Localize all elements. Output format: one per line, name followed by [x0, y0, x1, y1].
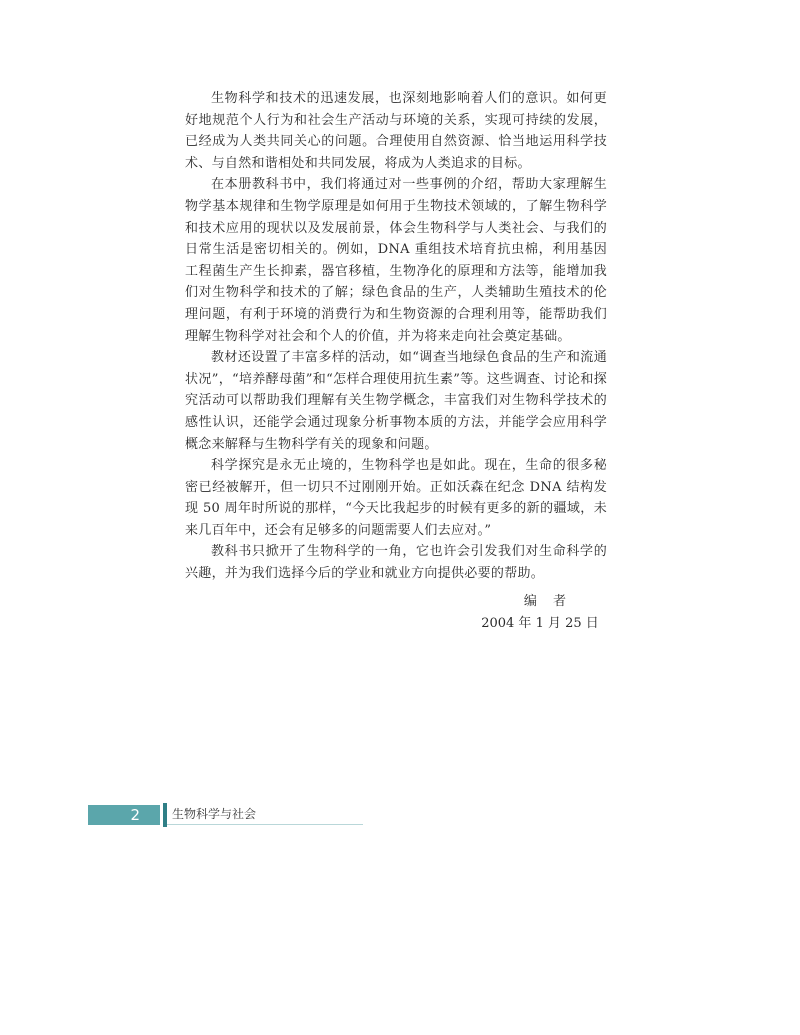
footer-rule — [167, 824, 363, 825]
paragraph: 生物科学和技术的迅速发展，也深刻地影响着人们的意识。如何更好地规范个人行为和社会生产活动与环境的关系，实现可持续的发展，已经成为人类共同关心的问题。合理使用自然资源、恰当地运用科学技术、与自然和谐相处和共同发展，将成为人类追求的目标。 — [185, 91, 607, 171]
paragraph: 教材还设置了丰富多样的活动，如“调查当地绿色食品的生产和流通状况”，“培养酵母菌”和“怎样合理使用抗生素”等。这些调查、讨论和探究活动可以帮助我们理解有关生物学概念，丰富我们对生物科学技术的感性认识，还能学会通过现象分析事物本质的方法，并能学会应用科学概念来解释与生物科学有关的现象和问题。 — [185, 350, 607, 452]
page-number: 2 — [130, 806, 140, 824]
running-title: 生物科学与社会 — [172, 807, 257, 821]
editor-signature: 编 者 — [523, 594, 573, 609]
signature-date: 2004 年 1 月 25 日 — [481, 616, 599, 631]
preface-body — [185, 88, 607, 585]
paragraph: 教科书只掀开了生物科学的一角，它也许会引发我们对生命科学的兴趣，并为我们选择今后的学业和就业方向提供必要的帮助。 — [185, 544, 607, 582]
paragraph: 科学探究是永无止境的，生物科学也是如此。现在，生命的很多秘密已经被解开，但一切只不过刚刚开始。正如沃森在纪念 DNA 结构发现 50 周年时所说的那样，“今天比我起步的时候有更多的新的疆域，未来几百年中，还会有足够多的问题需要人们去应对。” — [185, 458, 607, 538]
paragraph: 在本册教科书中，我们将通过对一些事例的介绍，帮助大家理解生物学基本规律和生物学原理是如何用于生物技术领域的，了解生物科学和技术应用的现状以及发展前景，体会生物科学与人类社会、与我们的日常生活是密切相关的。例如，DNA 重组技术培育抗虫棉，利用基因工程菌生产生长抑素，器官移植，生物净化的原理和方法等，能增加我们对生物科学和技术的了解；绿色食品的生产，人类辅助生殖技术的伦理问题，有利于环境的消费行为和生物资源的合理利用等，能帮助我们理解生物科学对社会和个人的价值，并为将来走向社会奠定基础。 — [185, 177, 607, 344]
page-number-badge — [88, 805, 160, 825]
signature-block — [475, 591, 605, 635]
page-footer — [88, 803, 278, 827]
